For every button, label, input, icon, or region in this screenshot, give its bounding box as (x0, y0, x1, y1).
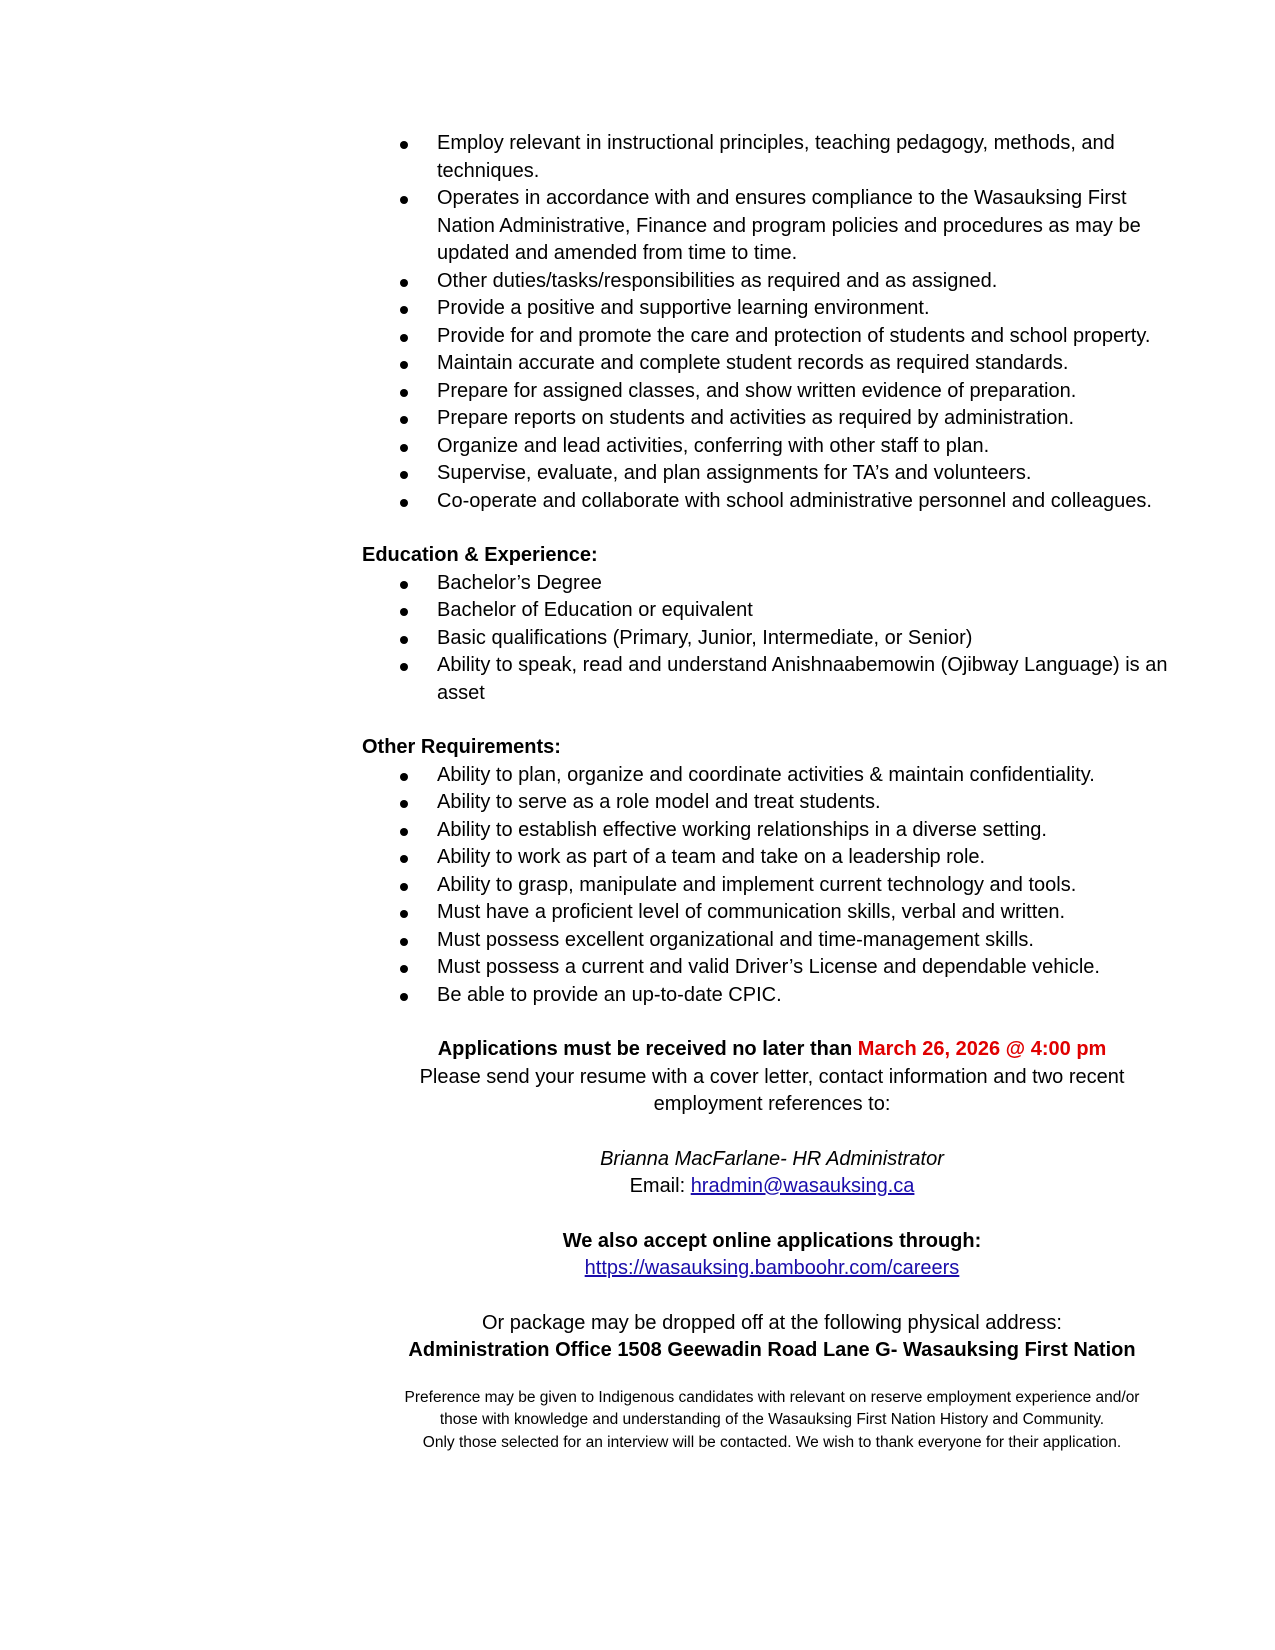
bullet-icon (400, 389, 408, 397)
list-item: Provide for and promote the care and protection of students and school property. (362, 323, 1182, 351)
bullet-icon (400, 444, 408, 452)
list-item: Must possess excellent organizational and time-management skills. (362, 927, 1182, 955)
online-heading: We also accept online applications through: (562, 1229, 982, 1252)
bullet-icon (400, 993, 408, 1001)
address: Administration Office 1508 Geewadin Road Lane G- Wasauksing First Nation (408, 1339, 1136, 1361)
dropoff-text: Or package may be dropped off at the following physical address: (482, 1311, 1062, 1334)
bullet-icon (400, 196, 408, 204)
list-item: Maintain accurate and complete student records as required standards. (362, 350, 1182, 378)
education-heading: Education & Experience: (362, 544, 598, 566)
bullet-icon (400, 883, 408, 891)
list-item: Bachelor of Education or equivalent (362, 597, 1182, 625)
list-item: Ability to speak, read and understand Anishnaabemowin (Ojibway Language) is an asset (362, 652, 1182, 707)
bullet-icon (400, 828, 408, 836)
other-requirements-heading: Other Requirements: (362, 736, 561, 758)
bullet-icon (400, 279, 408, 287)
bullet-icon (400, 938, 408, 946)
list-item: Employ relevant in instructional principles, teaching pedagogy, methods, and techniques. (362, 130, 1182, 185)
list-item: Provide a positive and supportive learning environment. (362, 295, 1182, 323)
bullet-icon (400, 141, 408, 149)
list-item: Prepare for assigned classes, and show written evidence of preparation. (362, 378, 1182, 406)
bullet-icon (400, 416, 408, 424)
bullet-icon (400, 965, 408, 973)
list-item: Bachelor’s Degree (362, 570, 1182, 598)
list-item: Ability to establish effective working relationships in a diverse setting. (362, 817, 1182, 845)
other-requirements-list (362, 762, 1182, 1010)
bullet-icon (400, 471, 408, 479)
instructions-line-1: Please send your resume with a cover letter, contact information and two recent (419, 1065, 1125, 1088)
deadline-date: March 26, 2026 @ 4:00 pm (857, 1038, 1107, 1060)
list-item: Ability to grasp, manipulate and implement current technology and tools. (362, 872, 1182, 900)
list-item: Ability to plan, organize and coordinate activities & maintain confidentiality. (362, 762, 1182, 790)
bullet-icon (400, 361, 408, 369)
list-item: Be able to provide an up-to-date CPIC. (362, 982, 1182, 1010)
contact-name: Brianna MacFarlane- HR Administrator (600, 1147, 944, 1170)
list-item: Must possess a current and valid Driver’s License and dependable vehicle. (362, 954, 1182, 982)
bullet-icon (400, 499, 408, 507)
education-list (362, 570, 1182, 708)
bullet-icon (400, 608, 408, 616)
careers-link[interactable]: https://wasauksing.bamboohr.com/careers (584, 1257, 960, 1279)
bullet-icon (400, 636, 408, 644)
online-url-line (362, 1255, 1182, 1283)
footer-line-1: Preference may be given to Indigenous candidates with relevant on reserve employment experience and/or (404, 1388, 1140, 1406)
email-line: Email: hradmin@wasauksing.ca (629, 1175, 915, 1197)
list-item: Basic qualifications (Primary, Junior, Intermediate, or Senior) (362, 625, 1182, 653)
bullet-icon (400, 800, 408, 808)
bullet-icon (400, 334, 408, 342)
bullet-icon (400, 306, 408, 314)
list-item: Operates in accordance with and ensures compliance to the Wasauksing First Nation Administrative, Finance and program policies and procedures as may be updated and amended from time to time. (362, 185, 1182, 268)
content-column (362, 130, 1182, 1454)
list-item: Prepare reports on students and activities as required by administration. (362, 405, 1182, 433)
list-item: Co-operate and collaborate with school administrative personnel and colleagues. (362, 488, 1182, 516)
bullet-icon (400, 910, 408, 918)
deadline-line: Applications must be received no later than March 26, 2026 @ 4:00 pm (437, 1038, 1107, 1060)
bullet-icon (400, 581, 408, 589)
list-item: Must have a proficient level of communication skills, verbal and written. (362, 899, 1182, 927)
bullet-icon (400, 663, 408, 671)
bullet-icon (400, 855, 408, 863)
footer-line-2: those with knowledge and understanding of the Wasauksing First Nation History and Community. (439, 1411, 1105, 1428)
list-item: Ability to work as part of a team and take on a leadership role. (362, 844, 1182, 872)
bullet-icon (400, 773, 408, 781)
footer-line-3: Only those selected for an interview will be contacted. We wish to thank everyone for their application. (422, 1433, 1122, 1451)
email-link[interactable]: hradmin@wasauksing.ca (690, 1175, 915, 1197)
list-item: Supervise, evaluate, and plan assignments for TA’s and volunteers. (362, 460, 1182, 488)
instructions-line-2: employment references to: (653, 1093, 891, 1115)
list-item: Other duties/tasks/responsibilities as required and as assigned. (362, 268, 1182, 296)
list-item: Organize and lead activities, conferring with other staff to plan. (362, 433, 1182, 461)
duties-list (362, 130, 1182, 515)
list-item: Ability to serve as a role model and treat students. (362, 789, 1182, 817)
